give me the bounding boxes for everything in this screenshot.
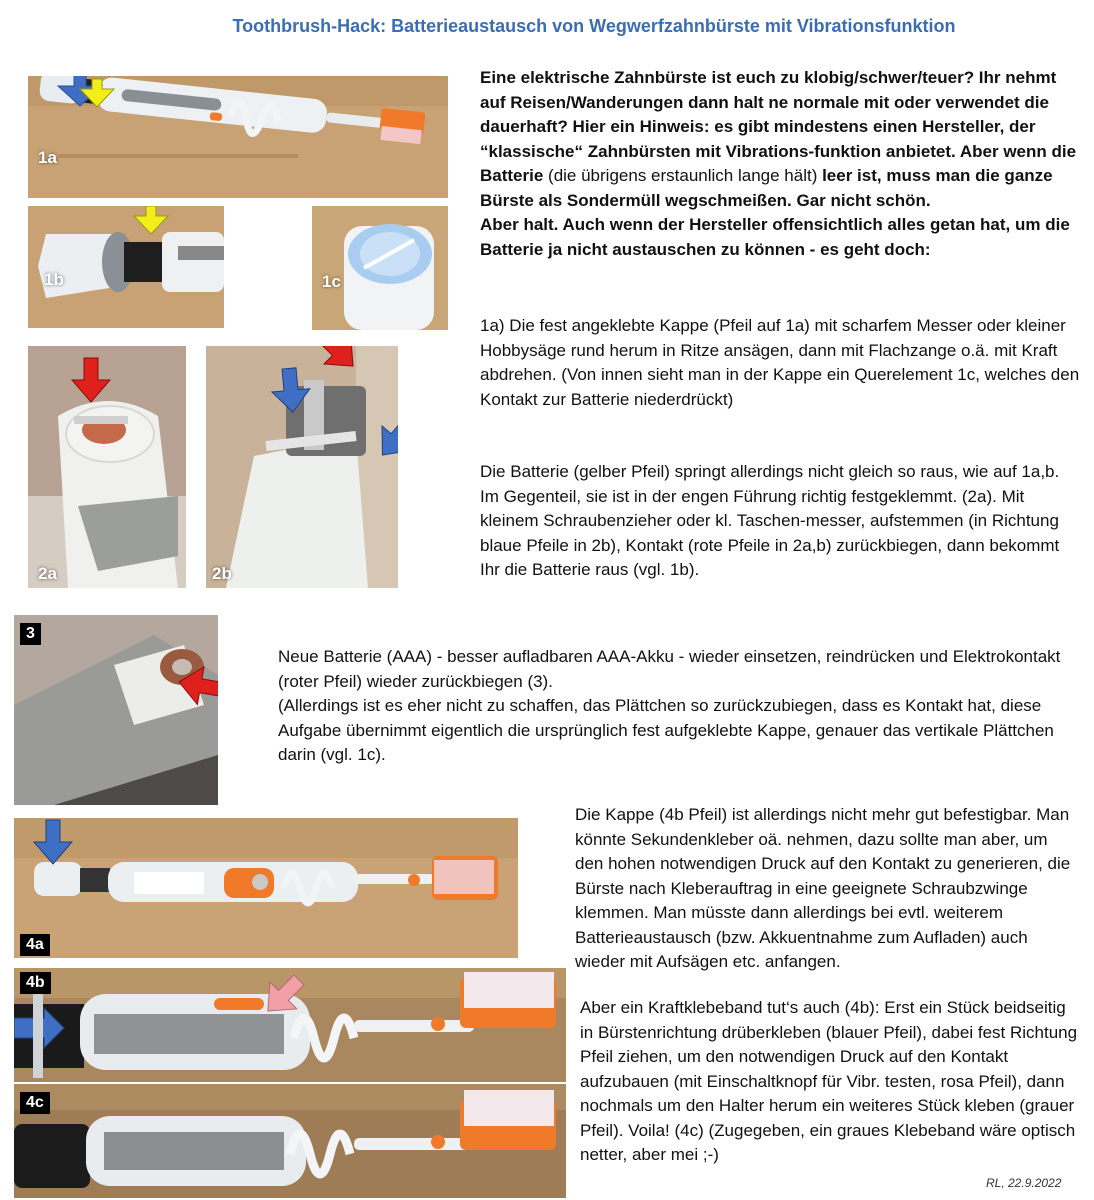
page-title: Toothbrush-Hack: Batterieaustausch von Wegwerfzahnbürste mit Vibrationsfunktion [232,16,956,36]
intro-bold-3: Aber halt. Auch wenn der Hersteller offensichtlich alles getan hat, um die Batterie ja nicht austauschen zu können - es geht doch: [480,215,1070,259]
intro-bold-2: leer ist, muss man die ganze Bürste als Sondermüll wegschmeißen. Gar nicht schön. [480,166,1053,210]
photo-2a [28,346,186,588]
step-3-note: (Allerdings ist es eher nicht zu schaffen, das Plättchen so zurückzubiegen, dass es Kontakt hat, diese Aufgabe übernimmt eigentlich die ursprünglich fest aufgeklebte Kappe, genauer das vertikale Plättchen darin (vgl. 1c). [278,696,1054,764]
photo-label-1c: 1c [322,272,341,291]
photo-label-2a: 2a [38,564,57,583]
step-1-text: 1a) Die fest angeklebte Kappe (Pfeil auf 1a) mit scharfem Messer oder kleiner Hobbysäge rund herum in Ritze ansägen, dann mit Flachzange o.ä. mit Kraft abdrehen. (Von innen sieht man in der Kappe ein Querelement 1c, welches den Kontakt zur Batterie niederdrückt) [480,316,1080,409]
photo-1a [28,76,448,198]
photo-2b [206,346,398,588]
intro-bold-1: Eine elektrische Zahnbürste ist euch zu klobig/schwer/teuer? Ihr nehmt auf Reisen/Wanderungen dann halt ne normale mit oder verwendet die dauerhaft? Hier ein Hinweis: es gibt mindestens einen Hersteller, der “klassische“ Zahnbürsten mit Vibrations-funktion anbietet. Aber wenn die Batterie [480,68,1077,185]
photo-label-4b: 4b [20,972,51,994]
photo-label-4a: 4a [20,934,50,956]
photo-label-4c: 4c [20,1092,50,1114]
photo-4a [14,818,518,958]
photo-4c [14,1084,566,1198]
photo-3 [14,615,218,805]
intro-paragraph [480,66,1080,262]
photo-1b [28,206,224,328]
signature: RL, 22.9.2022 [986,1176,1062,1190]
photo-label-3: 3 [20,623,41,645]
step-2-text: Die Batterie (gelber Pfeil) springt allerdings nicht gleich so raus, wie auf 1a,b. Im Gegenteil, sie ist in der engen Führung richtig festgeklemmt. (2a). Mit kleinem Schraubenzieher oder kl. Taschen-messer, aufstemmen (in Richtung blaue Pfeile in 2b), Kontakt (rote Pfeile in 2a,b) zurückbiegen, dann bekommt Ihr die Batterie raus (vgl. 1b). [480,462,1060,579]
intro-note: (die übrigens erstaunlich lange hält) [548,166,818,185]
step-4-text: Die Kappe (4b Pfeil) ist allerdings nicht mehr gut befestigbar. Man könnte Sekundenkleber oä. nehmen, dazu sollte man aber, um den hohen notwendigen Druck auf den Kontakt zu generieren, die Bürste nach Kleberauftrag in eine geeignete Schraubzwinge klemmen. Man müsste dann allerdings bei evtl. weiterem Batterieaustausch (bzw. Akkuentnahme zum Aufladen) auch wieder mit Aufsägen etc. anfangen. [575,805,1071,971]
photo-label-1b: 1b [44,270,64,289]
step-5-text: Aber ein Kraftklebeband tut‘s auch (4b): Erst ein Stück beidseitig in Bürstenrichtung drüberkleben (blauer Pfeil), dabei fest Richtung Pfeil ziehen, um den notwendigen Druck auf den Kontakt aufzubauen (mit Einschaltknopf für Vibr. testen, rosa Pfeil), dann nochmals um den Halter herum ein weiteres Stück kleben (grauer Pfeil). Voila! (4c) (Zugegeben, ein graues Klebeband wäre optisch netter, aber mei ;-) [580,998,1078,1164]
step-3-text [278,645,1078,768]
photo-label-1a: 1a [38,148,57,167]
step-3-main: Neue Batterie (AAA) - besser aufladbaren AAA-Akku - wieder einsetzen, reindrücken und Elektrokontakt (roter Pfeil) wieder zurückbiegen (3). [278,647,1061,691]
photo-label-2b: 2b [212,564,232,583]
photo-1c [312,206,448,330]
photo-4b [14,968,566,1082]
